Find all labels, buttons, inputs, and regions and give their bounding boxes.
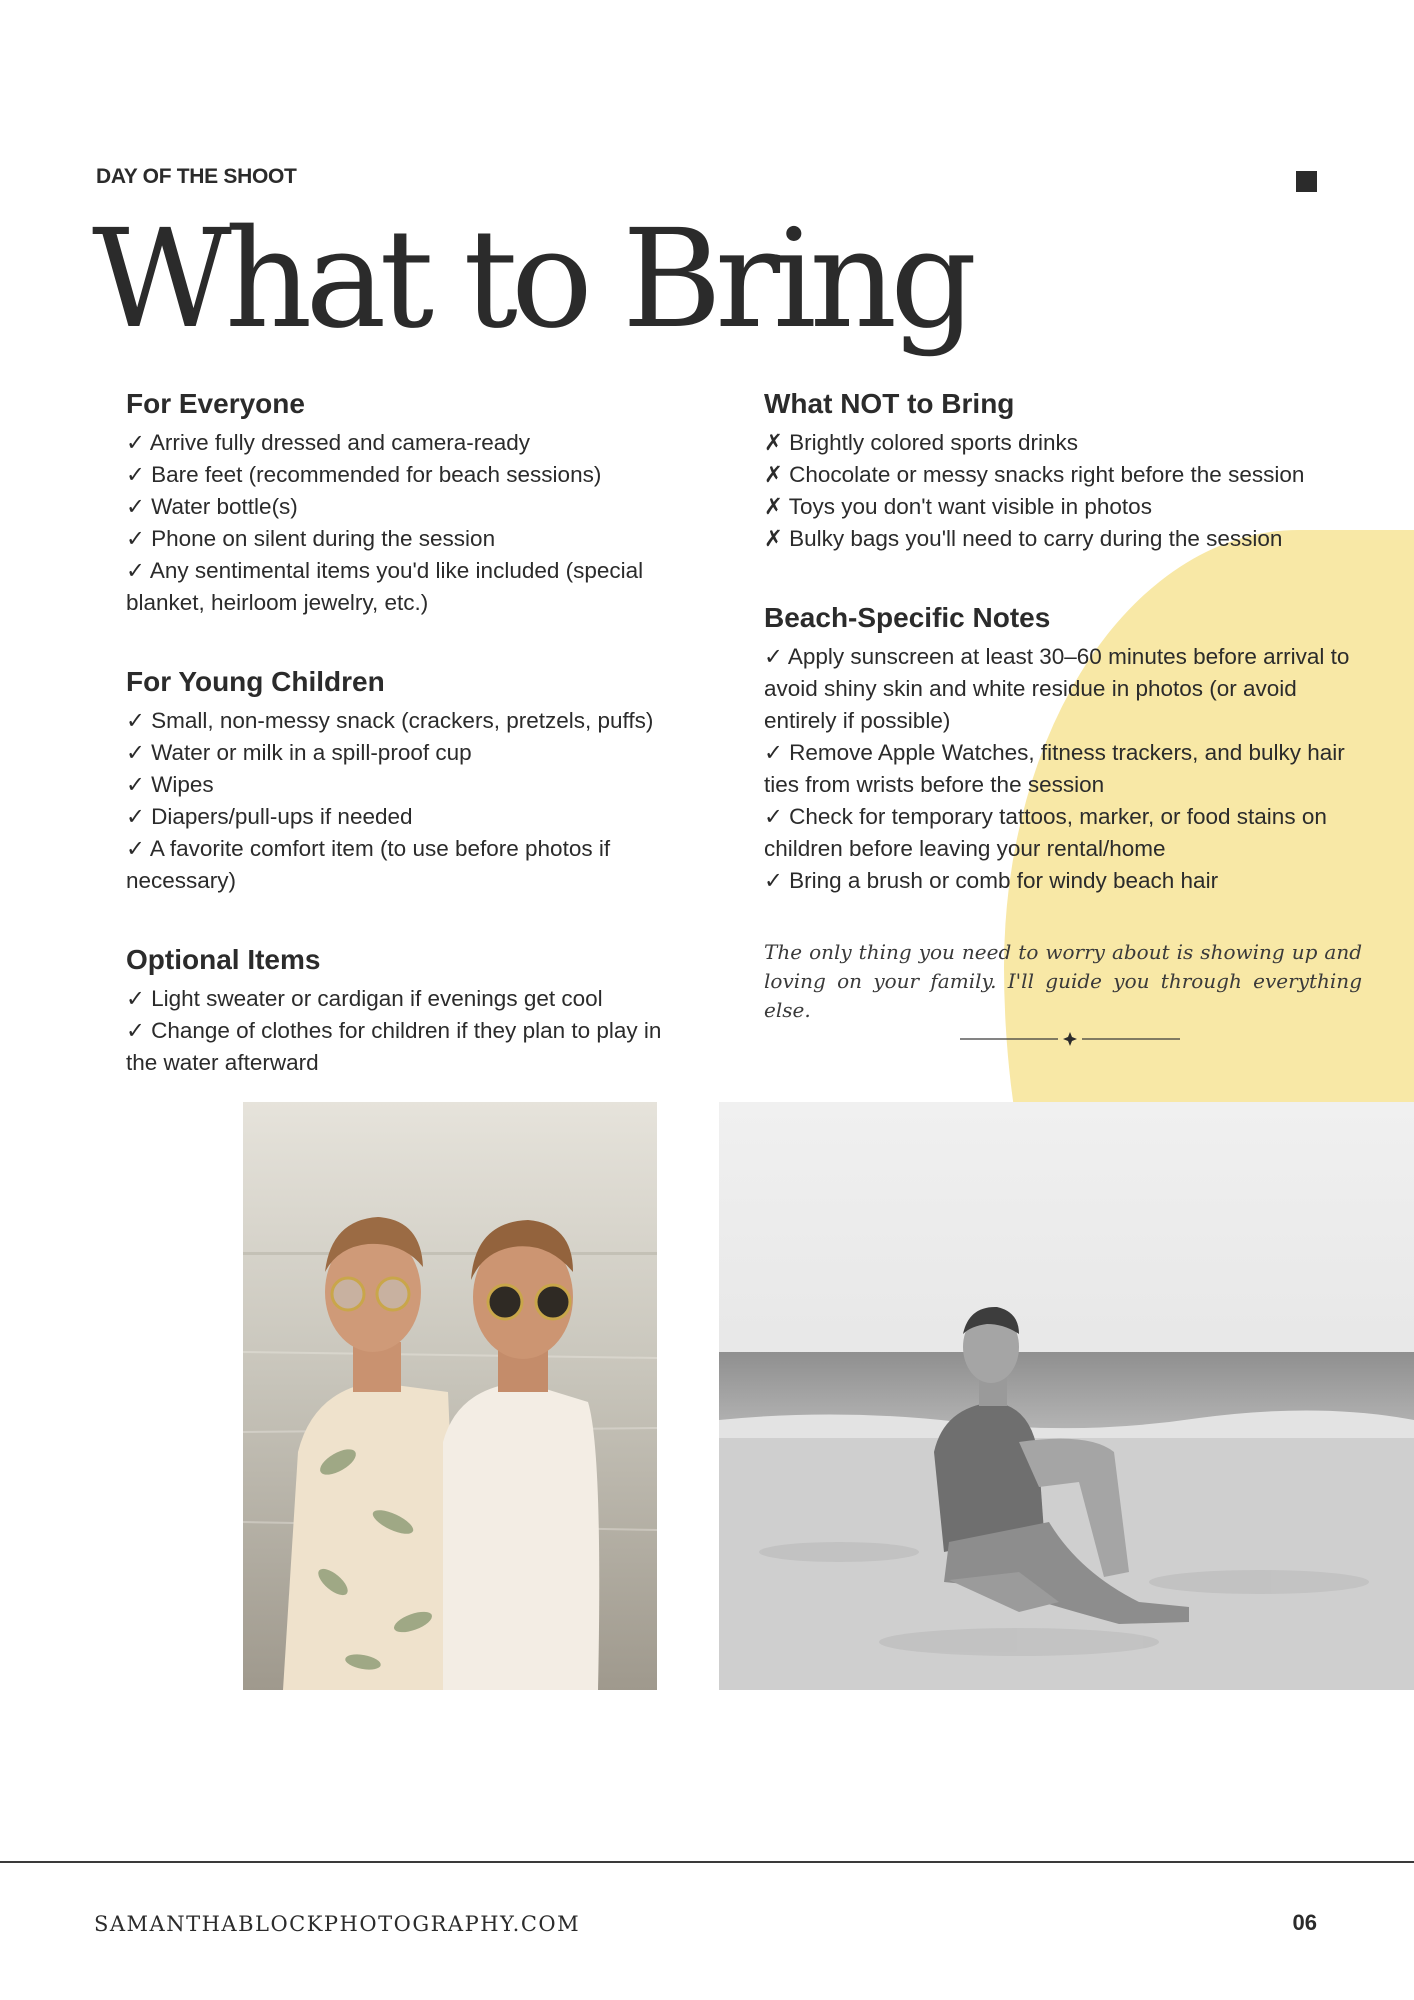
right-column: [764, 385, 1374, 941]
list-item: ✓ Diapers/pull-ups if needed: [126, 804, 413, 829]
list-item: ✓ Small, non-messy snack (crackers, pretzels, puffs): [126, 708, 654, 733]
list-item: ✓ Bring a brush or comb for windy beach hair: [764, 868, 1219, 893]
list-item: ✓ A favorite comfort item (to use before photos if necessary): [126, 836, 611, 893]
section-eyebrow: DAY OF THE SHOOT: [96, 165, 297, 188]
list-item: ✓ Wipes: [126, 772, 214, 797]
photo-two-boys: [243, 1102, 657, 1690]
section-heading: Beach-Specific Notes: [764, 602, 1051, 633]
checklist: [126, 705, 696, 897]
list-item: ✓ Water or milk in a spill-proof cup: [126, 740, 472, 765]
section-what-not-to-bring: [764, 385, 1374, 555]
list-item: ✓ Check for temporary tattoos, marker, or food stains on children before leaving your rental/home: [764, 804, 1327, 861]
section-heading: Optional Items: [126, 944, 321, 975]
list-item: ✗ Chocolate or messy snacks right before the session: [764, 462, 1305, 487]
section-for-everyone: [126, 385, 696, 619]
page-title: What to Bring: [92, 201, 971, 359]
sparkle-divider-icon: [960, 1031, 1180, 1047]
section-optional-items: [126, 941, 696, 1079]
list-item: ✓ Apply sunscreen at least 30–60 minutes before arrival to avoid shiny skin and white residue in photos (or avoid entirely if possible): [764, 644, 1350, 733]
list-item: ✓ Bare feet (recommended for beach sessions): [126, 462, 602, 487]
closing-quote: The only thing you need to worry about is showing up and loving on your family. I'll guide you through everything else.: [764, 940, 1362, 1022]
list-item: ✗ Brightly colored sports drinks: [764, 430, 1078, 455]
list-item: ✓ Light sweater or cardigan if evenings get cool: [126, 986, 603, 1011]
list-item: ✓ Arrive fully dressed and camera-ready: [126, 430, 531, 455]
checklist: [126, 983, 696, 1079]
checklist: [126, 427, 696, 619]
list-item: ✓ Change of clothes for children if they plan to play in the water afterward: [126, 1018, 662, 1075]
section-heading: For Young Children: [126, 666, 385, 697]
checklist: [764, 641, 1374, 897]
list-item: ✗ Toys you don't want visible in photos: [764, 494, 1152, 519]
section-heading: For Everyone: [126, 388, 305, 419]
checklist: [764, 427, 1374, 555]
section-heading: What NOT to Bring: [764, 388, 1015, 419]
list-item: ✓ Phone on silent during the session: [126, 526, 496, 551]
section-for-young-children: [126, 663, 696, 897]
list-item: ✓ Remove Apple Watches, fitness trackers, and bulky hair ties from wrists before the session: [764, 740, 1345, 797]
square-icon: [1296, 171, 1317, 192]
list-item: ✗ Bulky bags you'll need to carry during the session: [764, 526, 1283, 551]
page-number: 06: [1292, 1910, 1317, 1935]
left-column: [126, 385, 696, 1123]
list-item: ✓ Water bottle(s): [126, 494, 298, 519]
photo-teen-on-beach: [719, 1102, 1414, 1690]
section-beach-specific-notes: [764, 599, 1374, 897]
list-item: ✓ Any sentimental items you'd like included (special blanket, heirloom jewelry, etc.): [126, 558, 644, 615]
website-link[interactable]: SAMANTHABLOCKPHOTOGRAPHY.COM: [94, 1912, 581, 1936]
footer-divider: [0, 1861, 1414, 1863]
